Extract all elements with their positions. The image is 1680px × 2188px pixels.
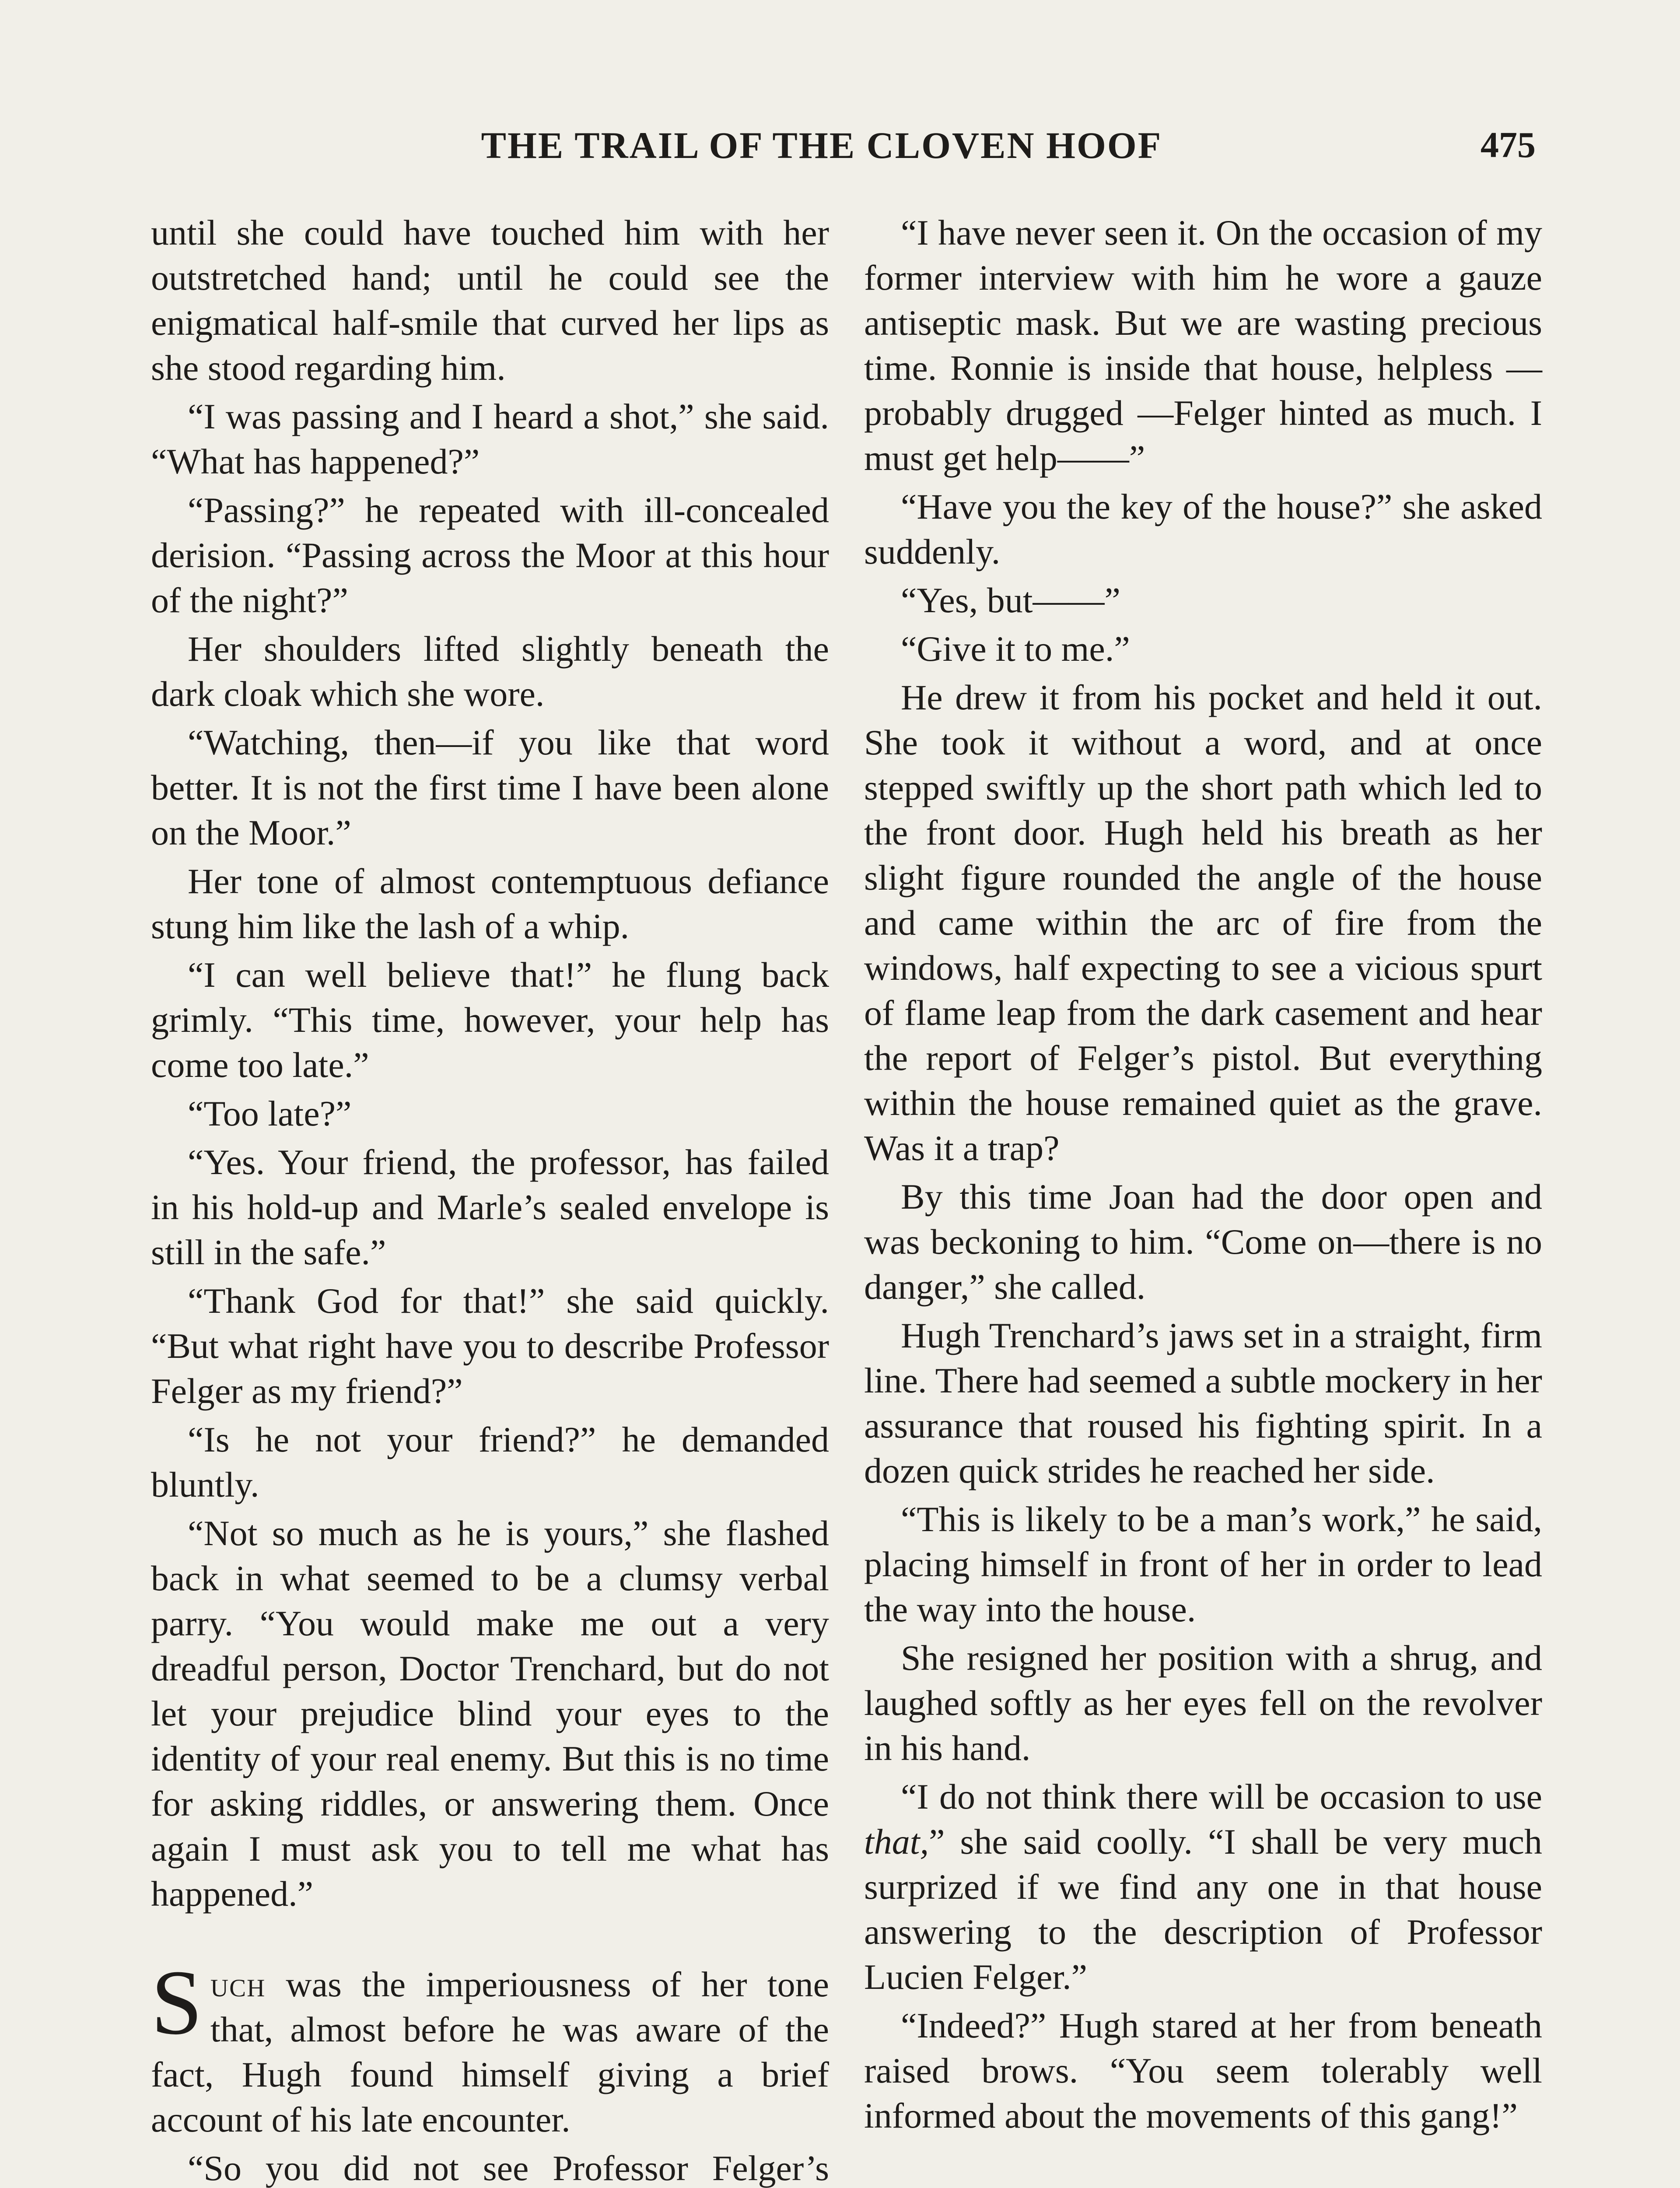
left-column [151,210,829,2188]
paragraph: “I have never seen it. On the occasion of my former interview with him he wore a gauze antiseptic mask. But we are wasting precious time. Ronnie is inside that house, helpless — probably drugged —Felger hinted as much. I must get help——” [864,213,1542,478]
paragraph: “I was passing and I heard a shot,” she said. “What has happened?” [151,396,829,481]
paragraph: “Watching, then—if you like that word better. It is not the first time I have been alone on the Moor.” [151,722,829,852]
paragraph: Her tone of almost contemptuous defiance stung him like the lash of a whip. [151,861,829,946]
paragraph: “Thank God for that!” she said quickly. “But what right have you to describe Professor Felger as my friend?” [151,1281,829,1411]
page-header [144,119,1536,172]
paragraph [864,1774,1542,1999]
paragraph: Hugh Trenchard’s jaws set in a straight, firm line. There had seemed a subtle mockery in her assurance that roused his fighting spirit. In a dozen quick strides he reached her side. [864,1315,1542,1490]
paragraph: “Give it to me.” [901,629,1130,669]
paragraph: “So you did not see Professor Felger’s [188,2148,829,2188]
section-break [151,1920,829,1962]
paragraph: “Yes, but——” [901,580,1120,620]
paragraph: “Passing?” he repeated with ill-concealed derision. “Passing across the Moor at this hour of the night?” [151,490,829,620]
paragraph: Her shoulders lifted slightly beneath the dark cloak which she wore. [151,629,829,714]
paragraph-text: “I do not think there will be occasion to use [901,1777,1542,1816]
paragraph: until she could have touched him with her outstretched hand; until he could see the enigmatical half-smile that curved her lips as she stood regarding him. [151,213,829,388]
paragraph: She resigned her position with a shrug, and laughed softly as her eyes fell on the revolver in his hand. [864,1638,1542,1768]
small-caps-lead: uch [210,1964,266,2004]
paragraph: “This is likely to be a man’s work,” he said, placing himself in front of her in order to lead the way into the house. [864,1499,1542,1629]
paragraph: “I can well believe that!” he flung back grimly. “This time, however, your help has come too late.” [151,955,829,1085]
paragraph: “Is he not your friend?” he demanded bluntly. [151,1420,829,1504]
paragraph: “Indeed?” Hugh stared at her from beneath raised brows. “You seem tolerably well informed about the movements of this gang!” [864,2006,1542,2135]
dropcap-paragraph [151,1951,829,2142]
paragraph-text: ” she said coolly. “I shall be very much surprized if we find any one in that house answering to the description of Professor Lucien Felger.” [864,1822,1542,1997]
drop-cap: S [151,1951,203,2054]
paragraph: “Too late?” [188,1094,352,1133]
page-number: 475 [1480,125,1536,165]
paragraph: “Have you the key of the house?” she asked suddenly. [864,487,1542,572]
paragraph: “Not so much as he is yours,” she flashed back in what seemed to be a clumsy verbal parry. “You would make me out a very dreadful person, Doctor Trenchard, but do not let your prejudice blind your eyes to the identity of your real enemy. But this is no time for asking riddles, or answering them. Once again I must ask you to tell me what has happened.” [151,1513,829,1914]
paragraph-text: was the imperiousness of her tone that, almost before he was aware of the fact, Hugh found himself giving a brief account of his late encounter. [151,1964,829,2139]
paragraph: By this time Joan had the door open and was beckoning to him. “Come on—there is no danger,” she called. [864,1177,1542,1307]
italic-word: that, [864,1822,929,1862]
paragraph: “Yes. Your friend, the professor, has failed in his hold-up and Marle’s sealed envelope is still in the safe.” [151,1142,829,1272]
running-title: THE TRAIL OF THE CLOVEN HOOF [481,124,1162,166]
right-column [864,210,1542,2142]
paragraph: He drew it from his pocket and held it out. She took it without a word, and at once stepped swiftly up the short path which led to the front door. Hugh held his breath as her slight figure rounded the angle of the house and came within the arc of fire from the windows, half expecting to see a vicious spurt of flame leap from the dark casement and hear the report of Felger’s pistol. But everything within the house remained quiet as the grave. Was it a trap? [864,677,1542,1168]
